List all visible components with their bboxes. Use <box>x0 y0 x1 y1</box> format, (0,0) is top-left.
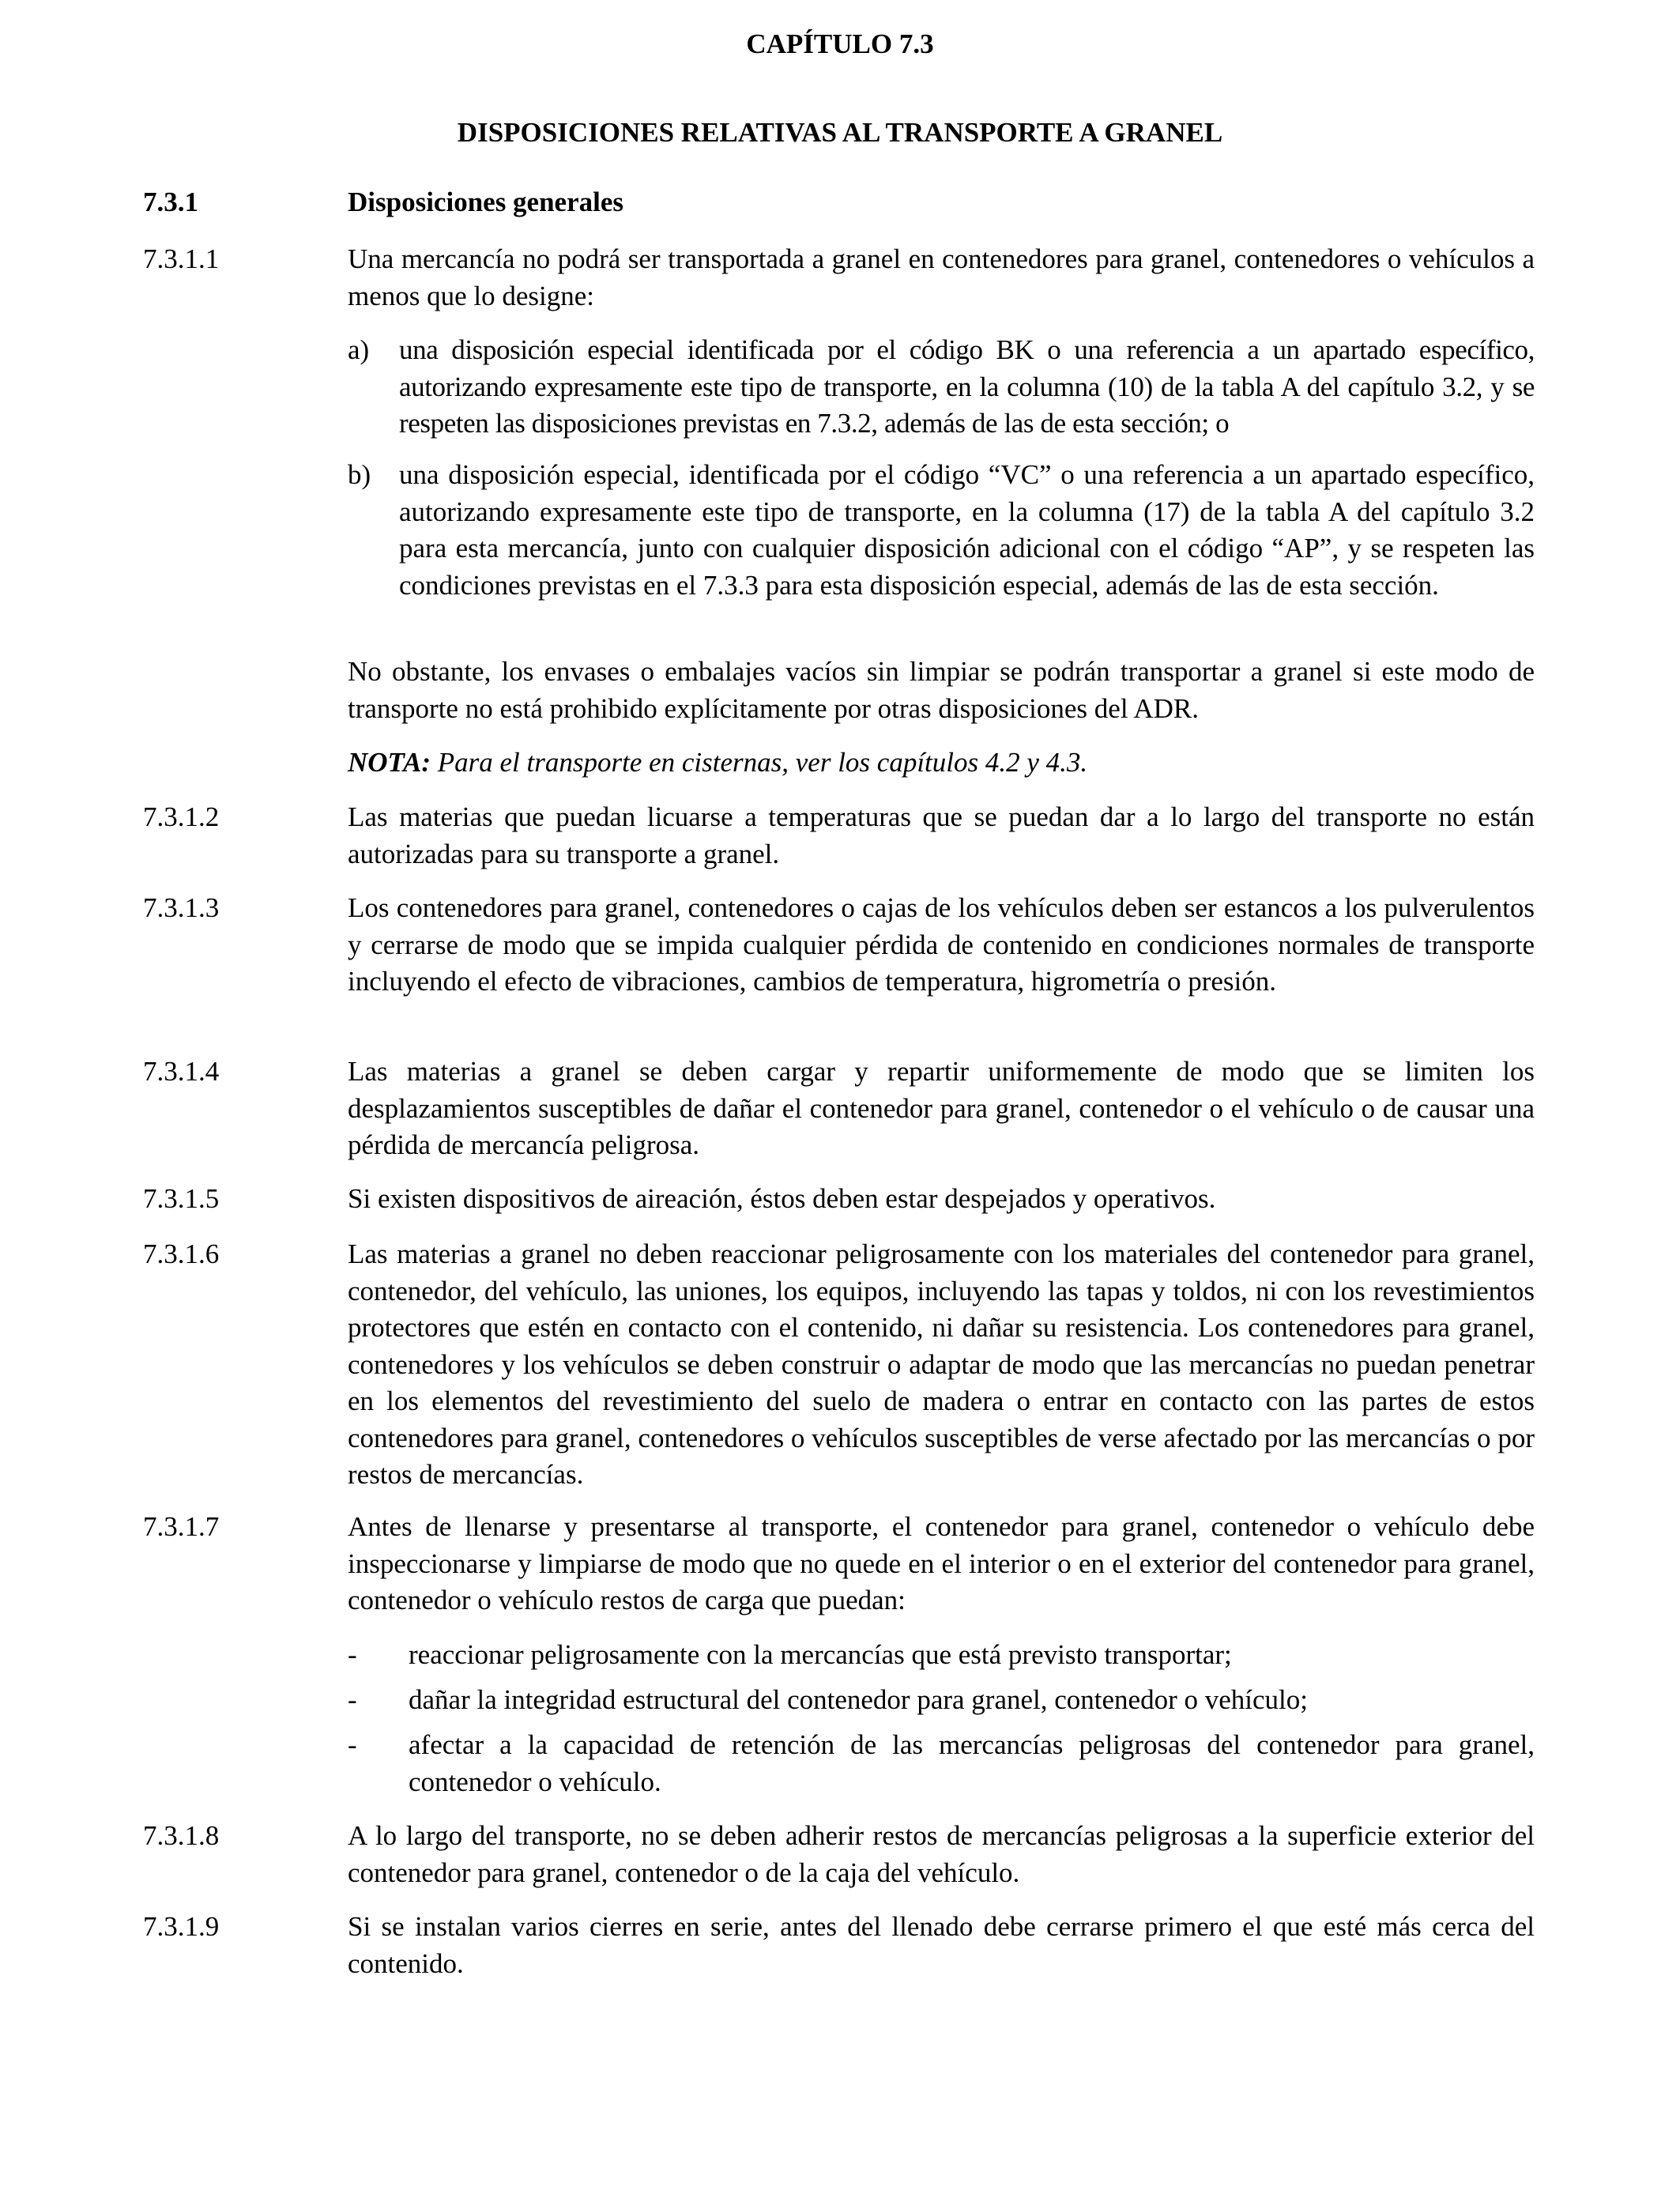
note <box>348 745 1535 782</box>
paragraph-text-7-3-1-9: Si se instalan varios cierres en serie, antes del llenado debe cerrarse primero el que esté más cerca del contenido. <box>348 1911 1535 1979</box>
paragraph-number-7-3-1-5: 7.3.1.5 <box>143 1183 220 1214</box>
paragraph-text-7-3-1-7: Antes de llenarse y presentarse al transporte, el contenedor para granel, contenedor o vehículo debe inspeccionarse y limpiarse de modo que no quede en el interior o en el exterior del contenedor para granel, contenedor o vehículo restos de carga que puedan: <box>348 1511 1535 1615</box>
paragraph-number-7-3-1-9: 7.3.1.9 <box>143 1911 220 1942</box>
paragraph-number-7-3-1-4: 7.3.1.4 <box>143 1056 220 1087</box>
dash-item-2: dañar la integridad estructural del contenedor para granel, contenedor o vehículo; <box>409 1684 1308 1715</box>
chapter-heading: CAPÍTULO 7.3 <box>746 28 934 59</box>
paragraph-number-7-3-1-7: 7.3.1.7 <box>143 1511 220 1542</box>
paragraph-number-7-3-1-6: 7.3.1.6 <box>143 1238 220 1269</box>
paragraph-text-7-3-1-2: Las materias que puedan licuarse a temperaturas que se puedan dar a lo largo del transporte no están autorizadas para su transporte a granel. <box>348 801 1535 869</box>
paragraph-number-7-3-1-2: 7.3.1.2 <box>143 801 220 832</box>
item-b-text: una disposición especial, identificada por el código “VC” o una referencia a un apartado específico, autorizando expresamente este tipo de transporte, en la columna (17) de la tabla A del capítulo 3.2 para esta mercancía, junto con cualquier disposición adicional con el código “AP”, y se respeten las condiciones previstas en el 7.3.3 para esta disposición especial, además de las de esta sección. <box>399 459 1535 601</box>
item-a-label: a) <box>348 334 370 365</box>
dash-bullet: - <box>348 1684 357 1715</box>
paragraph-text-7-3-1-5: Si existen dispositivos de aireación, éstos deben estar despejados y operativos. <box>348 1183 1216 1214</box>
note-lead: NOTA: <box>348 747 431 778</box>
paragraph-extra-7-3-1-1: No obstante, los envases o embalajes vacíos sin limpiar se podrán transportar a granel si este modo de transporte no está prohibido explícitamente por otras disposiciones del ADR. <box>348 656 1535 724</box>
paragraph-text-7-3-1-8: A lo largo del transporte, no se deben adherir restos de mercancías peligrosas a la superficie exterior del contenedor para granel, contenedor o de la caja del vehículo. <box>348 1820 1535 1888</box>
paragraph-number-7-3-1-3: 7.3.1.3 <box>143 892 220 923</box>
chapter-title: DISPOSICIONES RELATIVAS AL TRANSPORTE A GRANEL <box>457 117 1223 148</box>
item-b-label: b) <box>348 459 371 490</box>
paragraph-text-7-3-1-4: Las materias a granel se deben cargar y repartir uniformemente de modo que se limiten los desplazamientos susceptibles de dañar el contenedor para granel, contenedor o el vehículo o de causar una pérdida de mercancía peligrosa. <box>348 1056 1535 1160</box>
dash-item-3: afectar a la capacidad de retención de las mercancías peligrosas del contenedor para granel, contenedor o vehículo. <box>409 1729 1535 1797</box>
dash-bullet: - <box>348 1729 357 1760</box>
dash-bullet: - <box>348 1639 357 1670</box>
paragraph-number-7-3-1-1: 7.3.1.1 <box>143 243 220 274</box>
paragraph-text-7-3-1-1: Una mercancía no podrá ser transportada a granel en contenedores para granel, contenedores o vehículos a menos que lo designe: <box>348 243 1535 311</box>
section-title: Disposiciones generales <box>348 187 624 217</box>
paragraph-text-7-3-1-3: Los contenedores para granel, contenedores o cajas de los vehículos deben ser estancos a los pulverulentos y cerrarse de modo que se impida cualquier pérdida de contenido en condiciones normales de transporte incluyendo el efecto de vibraciones, cambios de temperatura, higrometría o presión. <box>348 892 1535 997</box>
section-number: 7.3.1 <box>143 187 198 217</box>
paragraph-text-7-3-1-6: Las materias a granel no deben reaccionar peligrosamente con los materiales del contenedor para granel, contenedor, del vehículo, las uniones, los equipos, incluyendo las tapas y toldos, ni con los revestimientos protectores que estén en contacto con el contenido, ni dañar su resistencia. Los contenedores para granel, contenedores y los vehículos se deben construir o adaptar de modo que las mercancías no puedan penetrar en los elementos del revestimiento del suelo de madera o entrar en contacto con las partes de estos contenedores para granel, contenedores o vehículos susceptibles de verse afectado por las mercancías o por restos de mercancías. <box>348 1238 1535 1490</box>
dash-item-1: reaccionar peligrosamente con la mercancías que está previsto transportar; <box>409 1639 1232 1670</box>
note-text: Para el transporte en cisternas, ver los capítulos 4.2 y 4.3. <box>431 747 1088 778</box>
item-a-text: una disposición especial identificada por el código BK o una referencia a un apartado específico, autorizando expresamente este tipo de transporte, en la columna (10) de la tabla A del capítulo 3.2, y se respeten las disposiciones previstas en 7.3.2, además de las de esta sección; o <box>399 334 1535 439</box>
paragraph-number-7-3-1-8: 7.3.1.8 <box>143 1820 220 1851</box>
